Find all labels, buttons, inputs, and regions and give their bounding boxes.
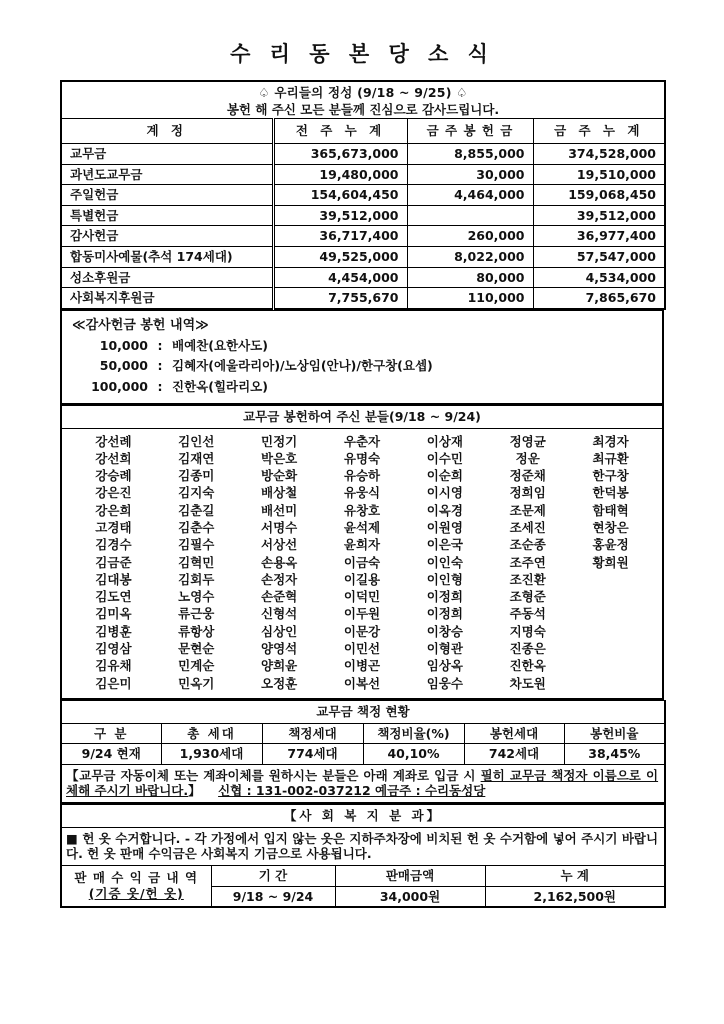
donor-name: 차도원 (509, 675, 546, 691)
donor-name: 우춘자 (343, 433, 381, 449)
thanks-names: 배예찬(요한사도) (172, 338, 268, 354)
donor-name: 이길용 (343, 571, 381, 587)
thanks-detail-heading: ≪감사헌금 봉헌 내역≫ (72, 317, 209, 333)
donor-name: 한덕봉 (592, 485, 629, 501)
donors-grid-row (61, 428, 663, 699)
donor-name: 김춘수 (178, 519, 215, 535)
welfare-notice (61, 827, 665, 865)
sales-label-main: 판 매 수 익 금 내 역 (74, 870, 199, 886)
assessment-value-row (61, 744, 665, 765)
column-header-prev-total: 전 주 누 계 (273, 119, 407, 144)
welfare-notice-bold: 헌 옷 수거합니다. (82, 830, 181, 846)
transfer-notice-underline1: 필히 교무금 책정자 이름으로 이체해 주시기 바랍니다. (66, 767, 659, 799)
assessment-col-assessed-households: 책정세대 (262, 723, 363, 744)
donor-name: 김도연 (95, 589, 132, 605)
welfare-table (60, 804, 666, 908)
donor-name (569, 657, 652, 674)
donor-name: 유승하 (343, 468, 381, 484)
donor-name: 강선희 (95, 450, 132, 466)
assessment-col-division: 구 분 (61, 723, 161, 744)
donor-name: 김미옥 (95, 606, 132, 622)
offering-this-week (407, 205, 533, 226)
column-header-this-week: 금 주 봉 헌 금 (407, 119, 533, 144)
donor-name: 조문제 (509, 502, 546, 518)
assessment-value-total-households: 1,930세대 (161, 744, 262, 765)
donor-name: 이수민 (426, 450, 463, 466)
donor-name: 홍윤정 (592, 537, 629, 553)
donor-name: 민정기 (261, 433, 298, 449)
offering-this-total: 36,977,400 (533, 226, 665, 247)
donor-name (569, 675, 652, 692)
donor-name: 윤석제 (343, 519, 381, 535)
thanks-separator: : (157, 358, 163, 374)
donor-name: 배선미 (261, 502, 298, 518)
donor-name: 배상철 (261, 485, 298, 501)
assessment-header-row (61, 723, 665, 744)
transfer-notice-part1: 【교무금 자동이체 또는 계좌이체를 원하시는 분들은 아래 계좌로 입금 시 (66, 767, 481, 783)
donor-name: 김재연 (178, 450, 215, 466)
donor-name: 정준채 (509, 468, 546, 484)
donor-name: 류항상 (178, 623, 215, 639)
donor-name: 지명숙 (509, 623, 546, 639)
donor-name: 김혁민 (178, 554, 215, 570)
donors-title: 교무금 봉헌하여 주신 분들(9/18 ~ 9/24) (61, 405, 663, 428)
donor-name: 이인형 (426, 571, 463, 587)
donor-name: 민계순 (178, 658, 215, 674)
sales-label-sub: (기증 옷/헌 옷) (88, 886, 184, 902)
donor-name: 윤희자 (343, 537, 381, 553)
donor-name: 김은미 (95, 675, 132, 691)
offering-banner-row (61, 81, 665, 119)
assessment-col-offering-households: 봉헌세대 (464, 723, 564, 744)
donor-name (569, 640, 652, 657)
donor-name: 김금준 (95, 554, 132, 570)
donor-name: 이복선 (343, 675, 381, 691)
assessment-col-assessed-rate: 책정비율(%) (363, 723, 464, 744)
assessment-value-assessed-households: 774세대 (262, 744, 363, 765)
donor-name: 최규환 (592, 450, 629, 466)
donor-name: 양희윤 (261, 658, 298, 674)
donor-name: 조순종 (509, 537, 546, 553)
donors-table (60, 405, 664, 700)
assessment-col-offering-rate: 봉헌비율 (564, 723, 665, 744)
square-bullet-icon: ■ (66, 830, 78, 846)
welfare-value-cumulative: 2,162,500원 (485, 886, 665, 907)
donor-name: 김지숙 (178, 485, 215, 501)
welfare-value-amount: 34,000원 (335, 886, 485, 907)
offering-banner-sub: 봉헌 해 주신 모든 분들께 진심으로 감사드립니다. (226, 101, 500, 117)
offering-this-total: 7,865,670 (533, 288, 665, 309)
donor-name: 이인숙 (426, 554, 463, 570)
thanks-detail-table (60, 310, 664, 405)
donor-name: 이순희 (426, 468, 463, 484)
transfer-notice-account: 신협 : 131-002-037212 예금주 : 수리동성당 (218, 783, 486, 799)
donor-name: 손정자 (261, 571, 298, 587)
donor-name: 조주연 (509, 554, 546, 570)
table-row (61, 185, 665, 206)
donor-name: 황희원 (592, 554, 629, 570)
donor-name: 김대봉 (95, 571, 132, 587)
thanks-amount: 100,000 (91, 378, 148, 394)
donor-name: 김영삼 (95, 641, 132, 657)
list-item (70, 356, 654, 376)
donor-name: 류근웅 (178, 606, 215, 622)
column-header-this-total: 금 주 누 계 (533, 119, 665, 144)
donor-name: 손용옥 (261, 554, 298, 570)
assessment-value-offering-households: 742세대 (464, 744, 564, 765)
donor-name: 강승례 (95, 468, 132, 484)
donor-name: 유웅식 (343, 485, 381, 501)
donor-name: 최경자 (592, 433, 629, 449)
offering-table (60, 80, 666, 310)
table-row (61, 205, 665, 226)
donor-name: 이상재 (426, 433, 463, 449)
offering-account: 합동미사예물(추석 174세대) (61, 247, 273, 268)
offering-prev-total: 7,755,670 (273, 288, 407, 309)
donor-name: 이두원 (343, 606, 381, 622)
donor-name: 이민선 (343, 641, 381, 657)
donor-name (569, 588, 652, 605)
assessment-title: 교무금 책정 현황 (61, 700, 665, 723)
donor-name: 김유채 (95, 658, 132, 674)
donor-name: 유명숙 (343, 450, 381, 466)
offering-this-total: 4,534,000 (533, 267, 665, 288)
thanks-detail-cell (61, 310, 663, 404)
donor-name: 조진환 (509, 571, 546, 587)
offering-this-week: 4,464,000 (407, 185, 533, 206)
donor-name: 이정희 (426, 589, 463, 605)
offering-this-total: 19,510,000 (533, 164, 665, 185)
donor-name: 이은국 (426, 537, 463, 553)
donor-name: 고경태 (95, 519, 132, 535)
offering-prev-total: 19,480,000 (273, 164, 407, 185)
donor-name: 주동석 (509, 606, 546, 622)
table-row (61, 164, 665, 185)
donor-name: 정희임 (509, 485, 546, 501)
thanks-amount: 10,000 (99, 338, 148, 354)
donor-name: 이창승 (426, 623, 463, 639)
donor-name: 손준혁 (261, 589, 298, 605)
table-row (61, 267, 665, 288)
welfare-title-row (61, 805, 665, 828)
offering-banner (61, 81, 665, 119)
welfare-header-row (61, 865, 665, 886)
thanks-names: 진한옥(힐라리오) (172, 378, 268, 394)
donor-name (569, 571, 652, 588)
donor-name: 김춘길 (178, 502, 215, 518)
donor-name: 신형석 (261, 606, 298, 622)
donor-name: 이금숙 (343, 554, 381, 570)
donor-name: 김인선 (178, 433, 215, 449)
donor-name: 한구창 (592, 468, 629, 484)
offering-this-total: 374,528,000 (533, 143, 665, 164)
transfer-notice-row (61, 764, 665, 803)
offering-account: 감사헌금 (61, 226, 273, 247)
donor-name: 진한옥 (509, 658, 546, 674)
welfare-value-period: 9/18 ~ 9/24 (211, 886, 335, 907)
donor-name: 유창호 (343, 502, 381, 518)
donor-name: 임웅수 (426, 675, 463, 691)
donor-name: 김종미 (178, 468, 215, 484)
table-row (61, 226, 665, 247)
sales-label (61, 865, 211, 907)
welfare-col-cumulative: 누 계 (485, 865, 665, 886)
offering-this-week: 110,000 (407, 288, 533, 309)
offering-this-week: 8,022,000 (407, 247, 533, 268)
donor-name: 정운 (515, 450, 540, 466)
offering-this-week: 30,000 (407, 164, 533, 185)
welfare-col-amount: 판매금액 (335, 865, 485, 886)
donor-name: 문현순 (178, 641, 215, 657)
offering-prev-total: 36,717,400 (273, 226, 407, 247)
offering-prev-total: 154,604,450 (273, 185, 407, 206)
welfare-notice-body: - 각 가정에서 입지 않는 옷은 지하주차장에 비치된 헌 옷 수거함에 넣어 주시기 바랍니다. 헌 옷 판매 수익금은 사회복지 기금으로 사용됩니다. (66, 830, 659, 862)
list-item (70, 336, 654, 356)
table-row (61, 288, 665, 309)
offering-prev-total: 4,454,000 (273, 267, 407, 288)
offering-header-row (61, 119, 665, 144)
donor-name (569, 623, 652, 640)
table-row (61, 247, 665, 268)
donors-name-grid (62, 429, 662, 698)
donor-name: 정영균 (509, 433, 546, 449)
donor-name: 서명수 (261, 519, 298, 535)
offering-account: 교무금 (61, 143, 273, 164)
donor-name: 이정희 (426, 606, 463, 622)
offering-account: 과년도교무금 (61, 164, 273, 185)
assessment-value-division: 9/24 현재 (61, 744, 161, 765)
list-item (70, 377, 654, 397)
thanks-amount: 50,000 (99, 358, 148, 374)
donor-name: 임상옥 (426, 658, 463, 674)
offering-account: 주일헌금 (61, 185, 273, 206)
donor-name: 강선례 (95, 433, 132, 449)
offering-this-total: 39,512,000 (533, 205, 665, 226)
donor-name: 김경수 (95, 537, 132, 553)
donor-name: 김필수 (178, 537, 215, 553)
donor-name: 이병곤 (343, 658, 381, 674)
assessment-value-offering-rate: 38,45% (564, 744, 665, 765)
thanks-separator: : (157, 378, 163, 394)
offering-account: 특별헌금 (61, 205, 273, 226)
donor-name: 김병훈 (95, 623, 132, 639)
offering-this-week: 260,000 (407, 226, 533, 247)
donor-name: 이원영 (426, 519, 463, 535)
assessment-value-assessed-rate: 40,10% (363, 744, 464, 765)
donor-name: 이옥경 (426, 502, 463, 518)
offering-this-week: 80,000 (407, 267, 533, 288)
offering-prev-total: 365,673,000 (273, 143, 407, 164)
donor-name: 민옥기 (178, 675, 215, 691)
donor-name: 현창은 (592, 519, 629, 535)
donor-name: 이시영 (426, 485, 463, 501)
thanks-detail-row (61, 310, 663, 404)
offering-account: 사회복지후원금 (61, 288, 273, 309)
offering-this-week: 8,855,000 (407, 143, 533, 164)
welfare-col-period: 기 간 (211, 865, 335, 886)
welfare-title: 【사 회 복 지 분 과】 (61, 805, 665, 828)
donors-grid-cell (61, 428, 663, 699)
thanks-separator: : (157, 338, 163, 354)
donor-name: 김회두 (178, 571, 215, 587)
donor-name: 이덕민 (343, 589, 381, 605)
donor-name: 조세진 (509, 519, 546, 535)
donor-name: 방순화 (261, 468, 298, 484)
donor-name: 진종은 (509, 641, 546, 657)
donor-name: 조형준 (509, 589, 546, 605)
offering-prev-total: 49,525,000 (273, 247, 407, 268)
offering-prev-total: 39,512,000 (273, 205, 407, 226)
offering-this-total: 159,068,450 (533, 185, 665, 206)
offering-account: 성소후원금 (61, 267, 273, 288)
donor-name: 오정훈 (261, 675, 298, 691)
assessment-col-total-households: 총 세대 (161, 723, 262, 744)
donor-name: 양영석 (261, 641, 298, 657)
donor-name: 이형관 (426, 641, 463, 657)
offering-banner-title: ♤ 우리들의 정성 (9/18 ~ 9/25) ♤ (258, 85, 468, 100)
donor-name (569, 605, 652, 622)
donor-name: 강은희 (95, 502, 132, 518)
thanks-names: 김혜자(에울라리아)/노상임(안나)/한구창(요셉) (172, 358, 433, 374)
donor-name: 박은호 (261, 450, 298, 466)
offering-this-total: 57,547,000 (533, 247, 665, 268)
assessment-title-row (61, 700, 665, 723)
donor-name: 함태혁 (592, 502, 629, 518)
welfare-notice-row (61, 827, 665, 865)
donor-name: 서상선 (261, 537, 298, 553)
table-row (61, 143, 665, 164)
donor-name: 강은진 (95, 485, 132, 501)
donor-name: 이문강 (343, 623, 381, 639)
donor-name: 노영수 (178, 589, 215, 605)
donor-name: 심상인 (261, 623, 298, 639)
assessment-table (60, 700, 666, 804)
column-header-account: 계 정 (61, 119, 273, 144)
transfer-notice (61, 764, 665, 803)
page-title: 수 리 동 본 당 소 식 (230, 42, 494, 66)
transfer-notice-part2: 】 (188, 783, 201, 799)
donors-title-row (61, 405, 663, 428)
